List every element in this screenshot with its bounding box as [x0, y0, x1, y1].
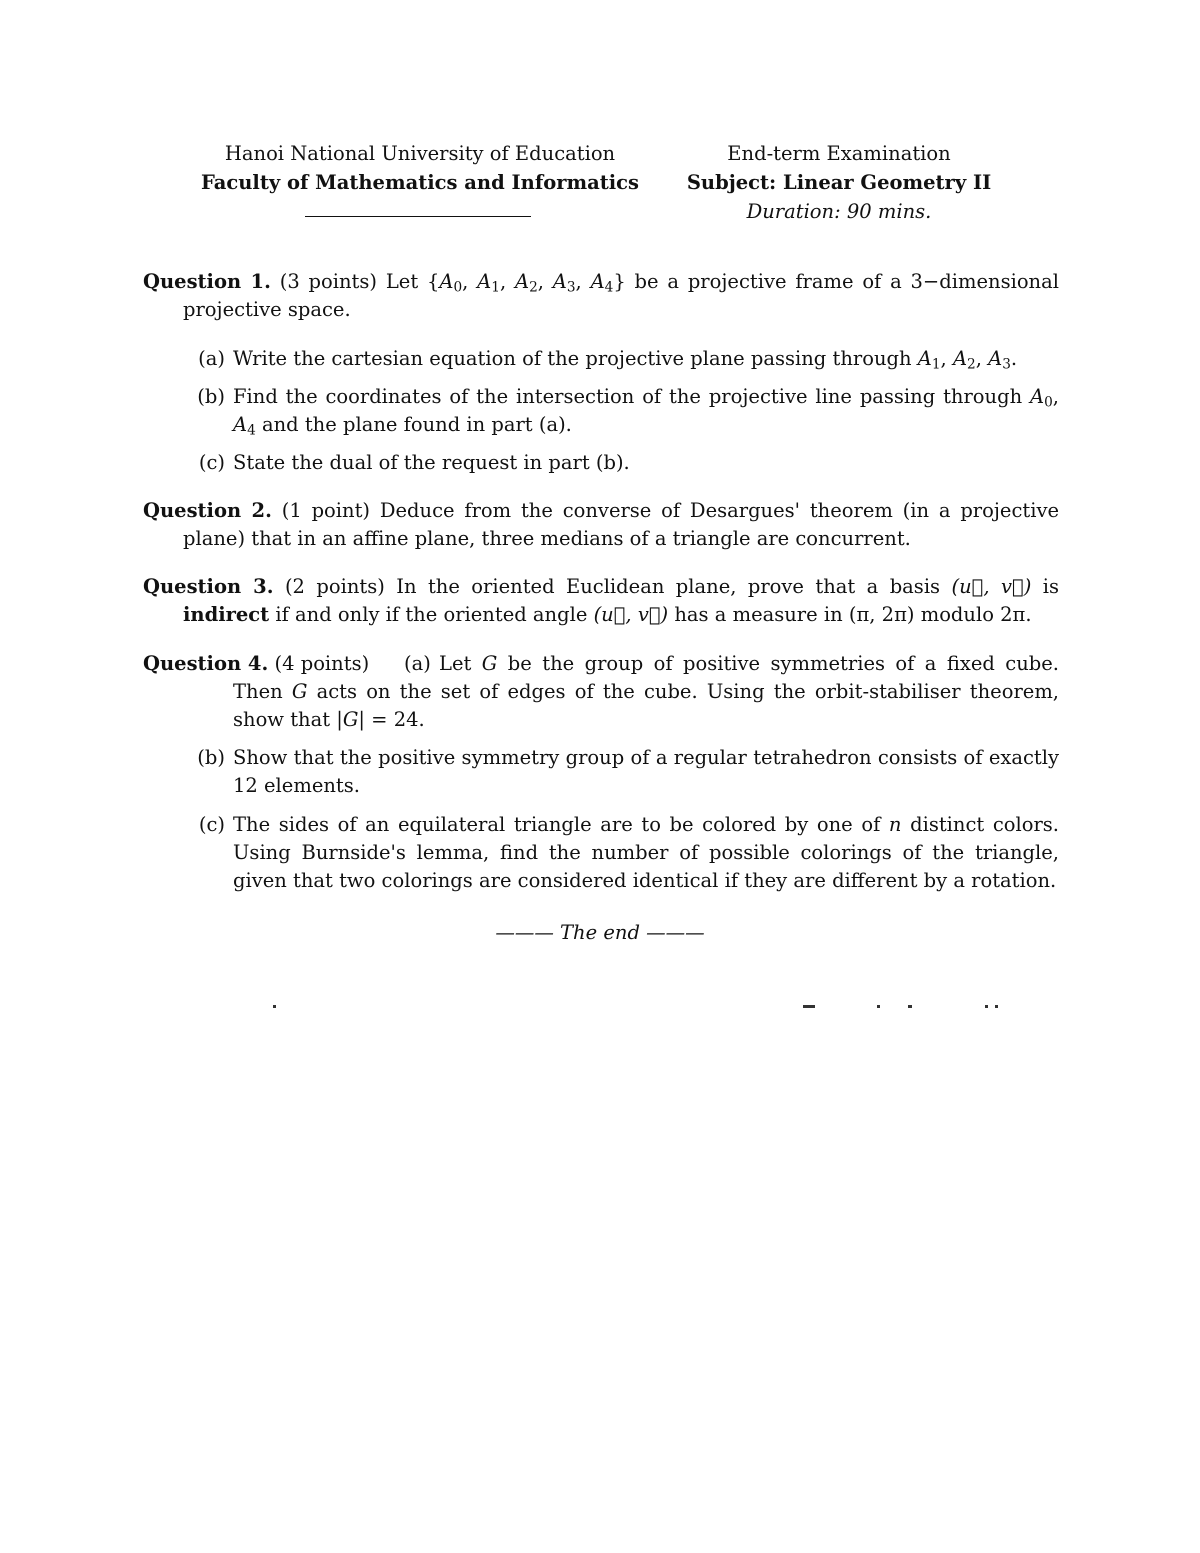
- faculty-name: Faculty of Mathematics and Informatics: [200, 171, 640, 194]
- cutoff-mark-left: [273, 1005, 276, 1008]
- question-1-text-a: Let {: [385, 270, 440, 293]
- end-marker: ——— The end ———: [495, 921, 705, 944]
- cutoff-mark-right-3: [908, 1005, 912, 1008]
- question-2-points: (1 point): [281, 499, 371, 522]
- question-1-text-b: } be a projective frame of a 3−dimensional projective space.: [183, 270, 1059, 321]
- question-1: Question 1. (3 points) Let {$A_0$, $A_1$, $A_2$, $A_3$, $A_4$} be a projective frame of a 3−dimensional projective space.: [143, 270, 1059, 321]
- indirect-emphasis: indirect: [183, 603, 270, 626]
- cutoff-mark-right-1: [803, 1005, 815, 1008]
- question-4-points: (4 points): [274, 652, 370, 675]
- cutoff-mark-right-2: [877, 1005, 880, 1008]
- header-rule: [305, 216, 531, 217]
- question-3-label: Question 3.: [143, 575, 274, 598]
- question-3: Question 3. (2 points) In the oriented Euclidean plane, prove that a basis (u⃗, v⃗) is indirect if and only if the oriented angle (u⃗, v⃗) has a measure in (π, 2π) modulo 2π.: [143, 575, 1059, 626]
- question-2-label: Question 2.: [143, 499, 272, 522]
- university-name: Hanoi National University of Education: [224, 142, 616, 165]
- question-1-label: Question 1.: [143, 270, 271, 293]
- exam-type: End-term Examination: [727, 142, 951, 165]
- cutoff-mark-right-4: [985, 1005, 988, 1008]
- question-4-label: Question 4.: [143, 652, 269, 675]
- question-2: [143, 497, 1059, 553]
- question-1-points: (3 points): [279, 270, 378, 293]
- cutoff-mark-right-5: [995, 1005, 998, 1008]
- question-3-points: (2 points): [284, 575, 385, 598]
- question-4-part-a: Let G be the group of positive symmetries of a fixed cube. Then G acts on the set of edges of the cube. Using the orbit-stabiliser theorem, show that |G| = 24.: [233, 652, 1060, 731]
- question-2-text: Deduce from the converse of Desargues' theorem (in a projective plane) that in an affine plane, three medians of a triangle are concurrent.: [183, 499, 1060, 550]
- subject: Subject: Linear Geometry II: [686, 171, 992, 194]
- question-4-part-a-label: (a): [404, 652, 431, 675]
- duration: Duration: 90 mins.: [746, 200, 932, 223]
